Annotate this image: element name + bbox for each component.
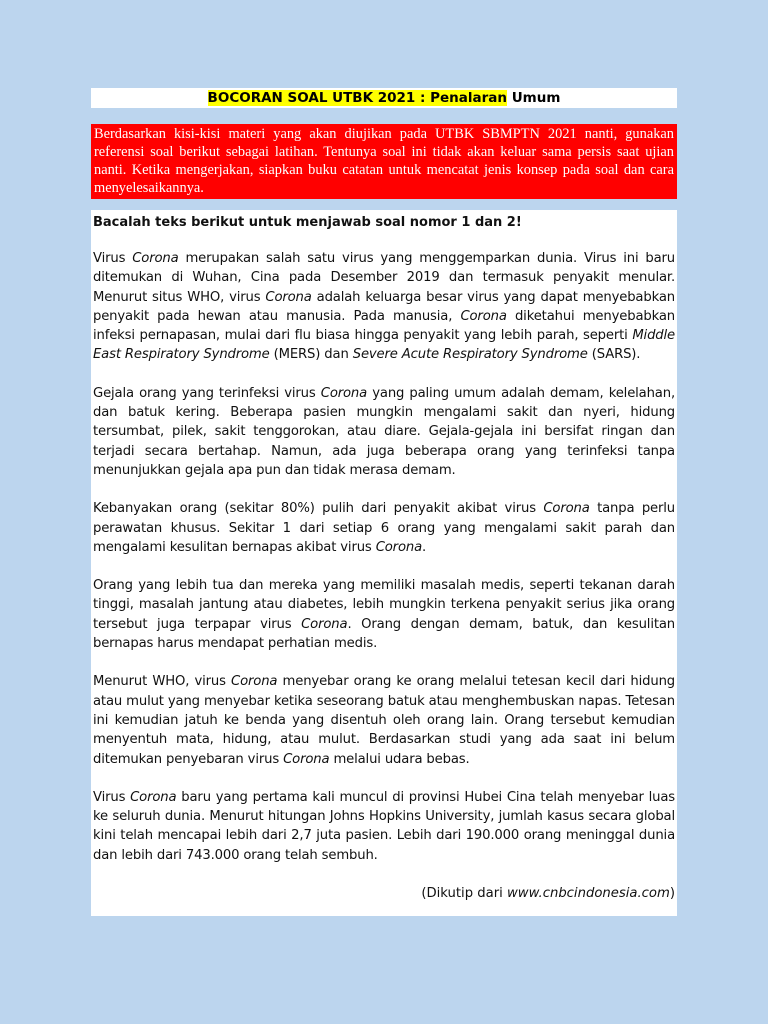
text-span: baru yang pertama kali muncul di provinsi Hubei Cina telah menyebar luas ke seluruh dunia. Menurut hitungan Johns Hopkins University, jumlah kasus secara global kini telah mencapai lebih dari 2,7 juta pasien. Lebih dari 190.000 orang meninggal dunia dan lebih dari 743.000 orang telah sembuh. bbox=[93, 789, 675, 863]
italic-term: Severe Acute Respiratory Syndrome bbox=[352, 347, 588, 363]
text-span: adalah keluarga besar virus yang dapat menyebabkan penyakit pada hewan atau manusia. Pada manusia, bbox=[93, 289, 675, 324]
text-span: (MERS) dan bbox=[269, 347, 353, 363]
italic-term: Corona bbox=[265, 289, 312, 305]
paragraph-2 bbox=[93, 384, 675, 480]
reading-passage bbox=[91, 210, 677, 916]
italic-term: Corona bbox=[320, 385, 368, 401]
document-title bbox=[91, 88, 677, 108]
text-span: menyebar orang ke orang melalui tetesan kecil dari hidung atau mulut yang menyebar ketika seseorang batuk atau menghembuskan napas. Tetesan ini kemudian jatuh ke benda yang disentuh oleh orang lain. Orang tersebut kemudian menyentuh mata, hidung, atau mulut. Berdasarkan studi yang ada saat ini belum ditemukan penyebaran virus bbox=[93, 674, 675, 767]
italic-term: Corona bbox=[132, 251, 179, 266]
citation-suffix: ) bbox=[669, 886, 675, 902]
italic-term: Middle East Respiratory Syndrome bbox=[93, 328, 675, 363]
text-span: diketahui menyebabkan infeksi pernapasan, mulai dari flu biasa hingga penyakit yang lebih parah, seperti bbox=[93, 308, 675, 344]
text-span: (SARS). bbox=[587, 347, 641, 363]
text-span: yang paling umum adalah demam, kelelahan, dan batuk kering. Beberapa pasien mungkin mengalami sakit dan nyeri, hidung tersumbat, pilek, sakit tenggorokan, atau diare. Gejala-gejala ini bersifat ringan dan terjadi secara bertahap. Namun, ada juga beberapa orang yang terinfeksi tanpa menunjukkan gejala apa pun dan tidak merasa demam. bbox=[93, 385, 675, 478]
italic-term: Corona bbox=[231, 674, 278, 690]
paragraph-1 bbox=[93, 249, 675, 365]
text-span: Kebanyakan orang (sekitar 80%) pulih dari penyakit akibat virus bbox=[93, 501, 544, 517]
text-span: Gejala orang yang terinfeksi virus bbox=[93, 385, 321, 401]
intro-notice: Berdasarkan kisi-kisi materi yang akan diujikan pada UTBK SBMPTN 2021 nanti, gunakan referensi soal berikut sebagai latihan. Tentunya soal ini tidak akan keluar sama persis saat ujian nanti. Ketika mengerjakan, siapkan buku catatan untuk mencatat jenis konsep pada soal dan cara menyelesaikannya. bbox=[91, 124, 677, 199]
paragraph-4 bbox=[93, 576, 675, 653]
italic-term: Corona bbox=[543, 501, 590, 517]
text-span: Orang yang lebih tua dan mereka yang memiliki masalah medis, seperti tekanan darah tinggi, masalah jantung atau diabetes, lebih mungkin terkena penyakit serius jika orang tersebut juga terpapar virus bbox=[93, 578, 675, 632]
text-span: tanpa perlu perawatan khusus. Sekitar 1 dari setiap 6 orang yang mengalami sakit parah dan mengalami kesulitan bernapas akibat virus bbox=[93, 501, 675, 555]
italic-term: Corona bbox=[301, 616, 348, 632]
italic-term: Corona bbox=[375, 539, 423, 555]
paragraph-5 bbox=[93, 672, 675, 768]
text-span: Virus bbox=[93, 251, 133, 266]
citation-prefix: (Dikutip dari bbox=[421, 886, 507, 902]
text-span: Menurut WHO, virus bbox=[93, 674, 232, 690]
italic-term: Corona bbox=[283, 751, 330, 767]
text-span: merupakan salah satu virus yang menggemparkan dunia. Virus ini baru ditemukan di Wuhan, Cina pada Desember 2019 dan termasuk penyakit menular. Menurut situs WHO, virus bbox=[93, 251, 676, 305]
paragraph-3 bbox=[93, 499, 675, 557]
source-citation bbox=[93, 884, 675, 903]
text-span: melalui udara bebas. bbox=[329, 751, 470, 767]
paragraph-6 bbox=[93, 788, 675, 865]
title-highlight: BOCORAN SOAL UTBK 2021 : Penalaran bbox=[207, 90, 508, 106]
title-rest: Umum bbox=[507, 90, 561, 106]
passage-instruction: Bacalah teks berikut untuk menjawab soal nomor 1 dan 2! bbox=[93, 215, 522, 230]
text-span: Virus bbox=[93, 789, 131, 805]
italic-term: Corona bbox=[130, 789, 177, 805]
citation-link: www.cnbcindonesia.com bbox=[507, 886, 670, 902]
italic-term: Corona bbox=[460, 308, 507, 324]
text-span: . bbox=[422, 539, 427, 555]
text-span: . Orang dengan demam, batuk, dan kesulitan bernapas harus mendapat perhatian medis. bbox=[93, 616, 675, 652]
